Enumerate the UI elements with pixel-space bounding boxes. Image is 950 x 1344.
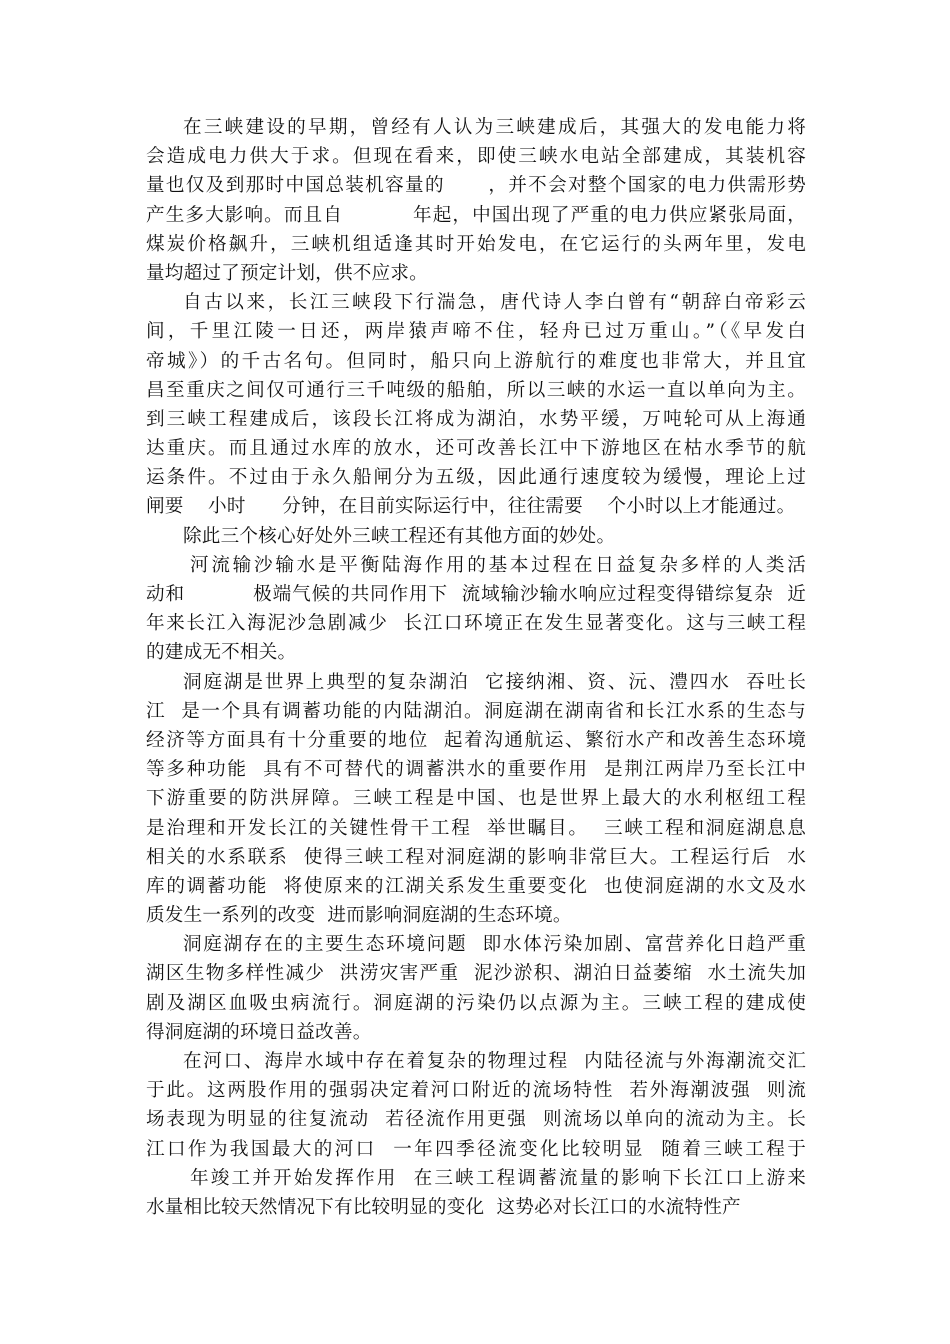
text-line: 在河口、海岸水域中存在着复杂的物理过程 内陆径流与外海潮流交汇 — [183, 1051, 806, 1072]
text-line: 除此三个核心好处外三峡工程还有其他方面的妙处。 — [183, 525, 616, 547]
text-line: 产生多大影响。而且自 年起，中国出现了严重的电力供应紧张局面， — [146, 204, 806, 226]
text-line: 到三峡工程建成后，该段长江将成为湖泊，水势平缓，万吨轮可从上海通 — [146, 408, 806, 430]
text-line: 量均超过了预定计划，供不应求。 — [146, 262, 428, 284]
paragraph — [146, 1047, 806, 1222]
text-line: 昌至重庆之间仅可通行三千吨级的船舶，所以三峡的水运一直以单向为主。 — [146, 379, 806, 401]
paragraph — [146, 288, 806, 522]
text-line: 洞庭湖是世界上典型的复杂湖泊 它接纳湘、资、沅、澧四水 吞吐长 — [183, 671, 806, 693]
text-line: 闸要 小时 分钟，在目前实际运行中，往往需要 个小时以上才能通过。 — [146, 496, 796, 518]
text-line: 于此。这两股作用的强弱决定着河口附近的流场特性 若外海潮波强 则流 — [146, 1080, 806, 1102]
document-body — [146, 113, 806, 1222]
text-line: 得洞庭湖的环境日益改善。 — [146, 1021, 372, 1043]
text-line: 相关的水系联系 使得三峡工程对洞庭湖的影响非常巨大。工程运行后 水 — [146, 846, 806, 868]
text-line: 洞庭湖存在的主要生态环境问题 即水体污染加剧、富营养化日趋严重 — [183, 934, 806, 956]
text-line: 质发生一系列的改变 进而影响洞庭湖的生态环境。 — [146, 905, 572, 927]
text-line: 动和 极端气候的共同作用下 流域输沙输水响应过程变得错综复杂 近 — [146, 584, 806, 605]
text-line: 等多种功能 具有不可替代的调蓄洪水的重要作用 是荆江两岸乃至长江中 — [146, 759, 806, 781]
text-line: 是治理和开发长江的关键性骨干工程 举世瞩目。 三峡工程和洞庭湖息息 — [146, 817, 806, 839]
text-line: 江口作为我国最大的河口 一年四季径流变化比较明显 随着三峡工程于 — [146, 1138, 806, 1160]
text-line: 场表现为明显的往复流动 若径流作用更强 则流场以单向的流动为主。长 — [146, 1109, 806, 1131]
text-line: 年竣工并开始发挥作用 在三峡工程调蓄流量的影响下长江口上游来 — [190, 1167, 806, 1189]
paragraph — [146, 522, 806, 551]
text-line: 煤炭价格飙升，三峡机组适逢其时开始发电，在它运行的头两年里，发电 — [146, 233, 806, 255]
text-line: 帝城》）的千古名句。但同时，船只向上游航行的难度也非常大，并且宜 — [146, 350, 806, 372]
paragraph — [146, 930, 806, 1047]
text-line: 的建成无不相关。 — [146, 642, 297, 664]
paragraph — [146, 113, 806, 288]
text-line: 在三峡建设的早期，曾经有人认为三峡建成后，其强大的发电能力将 — [183, 117, 806, 138]
text-line: 经济等方面具有十分重要的地位 起着沟通航运、繁衍水产和改善生态环境 — [146, 729, 806, 751]
text-line: 下游重要的防洪屏障。三峡工程是中国、也是世界上最大的水利枢纽工程 — [146, 788, 806, 810]
text-line: 河流输沙输水是平衡陆海作用的基本过程在日益复杂多样的人类活 — [190, 554, 806, 576]
text-line: 运条件。不过由于永久船闸分为五级，因此通行速度较为缓慢，理论上过 — [146, 467, 806, 489]
text-line: 剧及湖区血吸虫病流行。洞庭湖的污染仍以点源为主。三峡工程的建成使 — [146, 992, 806, 1014]
text-line: 自古以来，长江三峡段下行湍急，唐代诗人李白曾有“朝辞白帝彩云 — [183, 292, 806, 314]
paragraph — [146, 668, 806, 931]
text-line: 会造成电力供大于求。但现在看来，即使三峡水电站全部建成，其装机容 — [146, 146, 806, 168]
text-line: 间，千里江陵一日还，两岸猿声啼不住，轻舟已过万重山。”（《早发白 — [146, 321, 806, 343]
text-line: 年来长江入海泥沙急剧减少 长江口环境正在发生显著变化。这与三峡工程 — [146, 613, 806, 635]
text-line: 湖区生物多样性减少 洪涝灾害严重 泥沙淤积、湖泊日益萎缩 水土流失加 — [146, 963, 806, 985]
text-line: 水量相比较天然情况下有比较明显的变化 这势必对长江口的水流特性产 — [146, 1196, 741, 1218]
text-line: 江 是一个具有调蓄功能的内陆湖泊。洞庭湖在湖南省和长江水系的生态与 — [146, 700, 806, 722]
text-line: 量也仅及到那时中国总装机容量的 ，并不会对整个国家的电力供需形势 — [146, 175, 806, 197]
paragraph — [146, 551, 806, 668]
text-line: 达重庆。而且通过水库的放水，还可改善长江中下游地区在枯水季节的航 — [146, 438, 806, 460]
text-line: 库的调蓄功能 将使原来的江湖关系发生重要变化 也使洞庭湖的水文及水 — [146, 875, 806, 897]
